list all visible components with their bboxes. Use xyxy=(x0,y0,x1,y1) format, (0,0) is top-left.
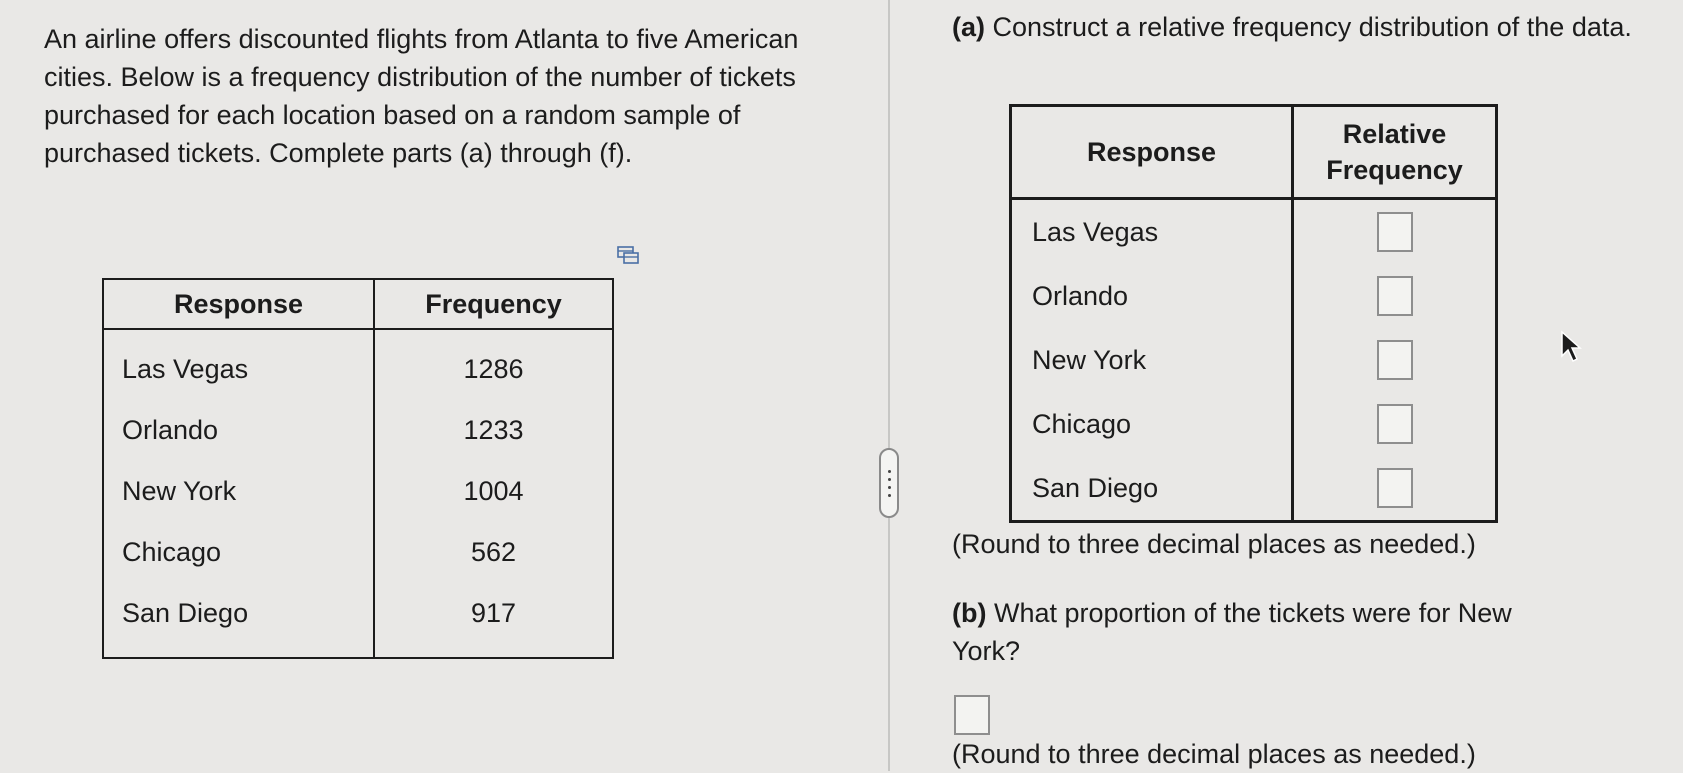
table-row xyxy=(103,400,613,461)
answer-cell xyxy=(1293,456,1497,522)
answer-cell xyxy=(1293,328,1497,392)
response-cell: Orlando xyxy=(1011,264,1293,328)
column-header-response: Response xyxy=(103,279,374,329)
table-row xyxy=(1011,264,1497,328)
frequency-cell: 1004 xyxy=(463,476,524,506)
table-row xyxy=(103,329,613,400)
table-header-row xyxy=(103,279,613,329)
rounding-note-a: (Round to three decimal places as needed.) xyxy=(952,529,1476,559)
response-cell: Orlando xyxy=(103,400,374,461)
table-row xyxy=(103,583,613,658)
part-a-label: (a) xyxy=(952,12,985,42)
frequency-cell: 1233 xyxy=(463,415,524,445)
answer-input-san-diego[interactable] xyxy=(1377,468,1413,508)
column-header-response: Response xyxy=(1011,106,1293,199)
response-cell: Chicago xyxy=(103,522,374,583)
question-pane xyxy=(890,0,1683,771)
problem-statement: An airline offers discounted flights from Atlanta to five American cities. Below is a frequency distribution of the number of tickets purchased for each location based on a random sample of purchased tickets. Complete parts (a) through (f). xyxy=(44,24,799,168)
answer-input-orlando[interactable] xyxy=(1377,276,1413,316)
answer-input-las-vegas[interactable] xyxy=(1377,212,1413,252)
frequency-cell: 562 xyxy=(470,537,517,567)
part-b-question xyxy=(952,594,1552,670)
part-a-question xyxy=(952,8,1652,46)
table-header-row xyxy=(1011,106,1497,199)
answer-input-new-york[interactable] xyxy=(1377,340,1413,380)
table-copy-icon[interactable] xyxy=(617,246,639,264)
column-header-frequency: Frequency xyxy=(374,279,613,329)
table-row xyxy=(103,522,613,583)
part-a-text: Construct a relative frequency distribution of the data. xyxy=(992,12,1632,42)
response-cell: San Diego xyxy=(1011,456,1293,522)
table-row xyxy=(1011,328,1497,392)
rounding-note-b: (Round to three decimal places as needed.) xyxy=(952,739,1476,769)
relative-frequency-header-text: Relative Frequency xyxy=(1326,119,1463,185)
answer-cell xyxy=(1293,199,1497,265)
answer-cell xyxy=(1293,264,1497,328)
mouse-cursor-icon xyxy=(1560,330,1582,364)
response-cell: Chicago xyxy=(1011,392,1293,456)
frequency-cell: 1286 xyxy=(463,354,524,384)
response-cell: Las Vegas xyxy=(103,329,374,400)
answer-input-part-b[interactable] xyxy=(954,695,990,735)
response-cell: Las Vegas xyxy=(1011,199,1293,265)
table-row xyxy=(1011,199,1497,265)
table-row xyxy=(103,461,613,522)
answer-input-chicago[interactable] xyxy=(1377,404,1413,444)
answer-cell xyxy=(1293,392,1497,456)
column-header-relative-frequency xyxy=(1293,106,1497,199)
frequency-table xyxy=(102,278,614,659)
table-row xyxy=(1011,456,1497,522)
table-row xyxy=(1011,392,1497,456)
frequency-cell: 917 xyxy=(470,598,517,628)
relative-frequency-table xyxy=(1009,104,1498,523)
response-cell: San Diego xyxy=(103,583,374,658)
part-b-label: (b) xyxy=(952,598,987,628)
response-cell: New York xyxy=(1011,328,1293,392)
part-b-text: What proportion of the tickets were for New York? xyxy=(952,598,1512,666)
response-cell: New York xyxy=(103,461,374,522)
